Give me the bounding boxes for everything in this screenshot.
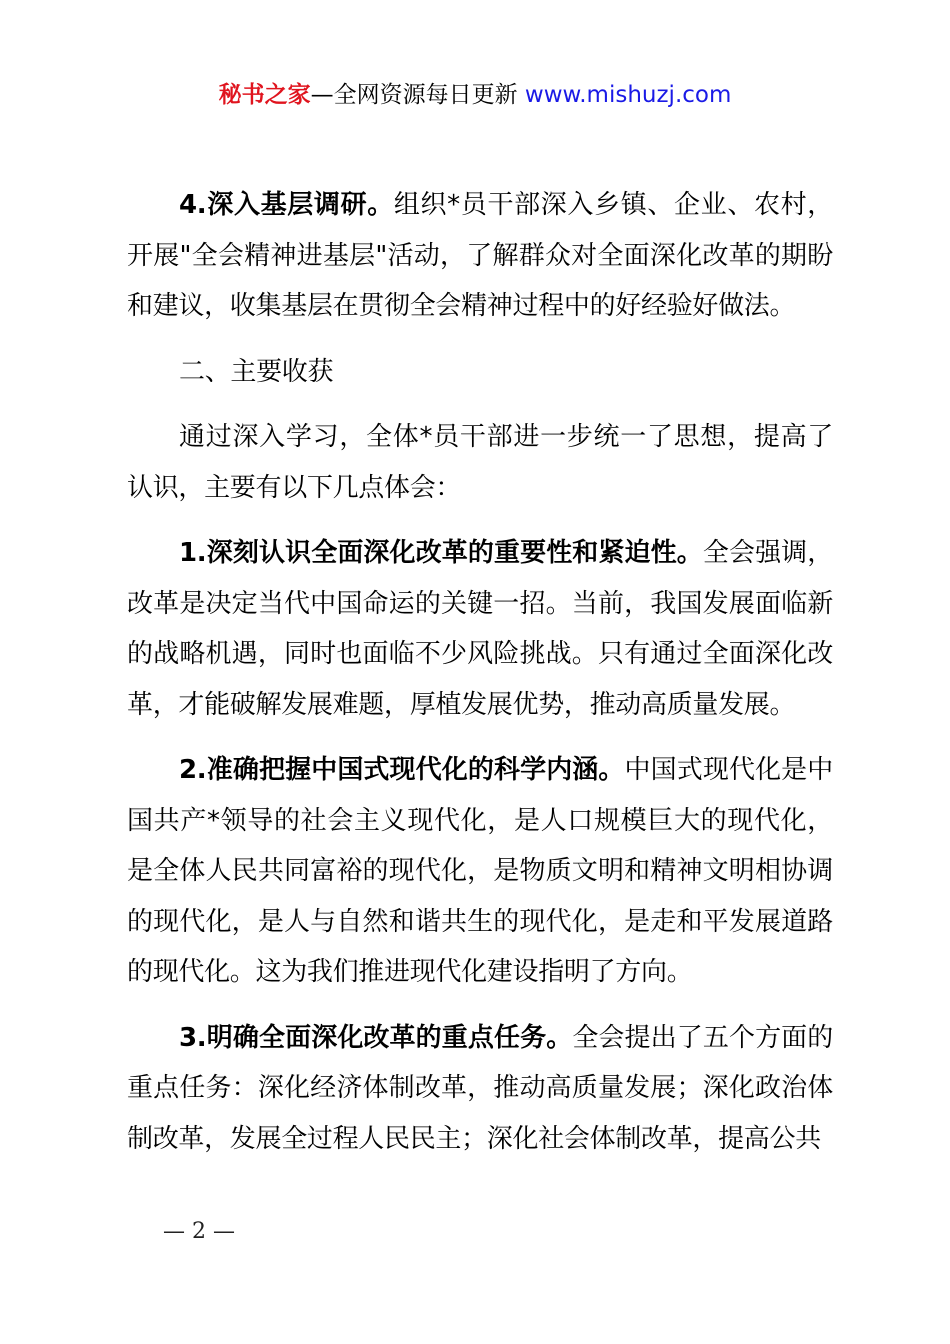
site-brand: 秘书之家 <box>218 82 311 108</box>
site-banner <box>0 78 950 112</box>
section-heading-text: 二、主要收获 <box>179 356 334 387</box>
paragraph-point-3 <box>127 1013 833 1165</box>
paragraph-point-1 <box>127 528 833 730</box>
paragraph-lead: 2.准确把握中国式现代化的科学内涵。 <box>179 755 625 785</box>
paragraph-text: 中国式现代化是中国共产*领导的社会主义现代化，是人口规模巨大的现代化，是全体人民共同富裕的现代化，是物质文明和精神文明相协调的现代化，是人与自然和谐共生的现代化，是走和平发展道路的现代化。这为我们推进现代化建设指明了方向。 <box>127 755 833 987</box>
paragraph-field-research <box>127 180 833 332</box>
site-tagline: —全网资源每日更新 <box>310 82 525 108</box>
paragraph-point-2 <box>127 745 833 998</box>
paragraph-lead: 1.深刻认识全面深化改革的重要性和紧迫性。 <box>179 538 703 568</box>
paragraph-lead: 4.深入基层调研。 <box>179 190 394 220</box>
paragraph-lead: 3.明确全面深化改革的重点任务。 <box>179 1022 573 1053</box>
document-body <box>127 180 833 1164</box>
paragraph-text: 通过深入学习，全体*员干部进一步统一了思想，提高了认识，主要有以下几点体会： <box>127 422 833 503</box>
paragraph-text: 组织*员干部深入乡镇、企业、农村，开展"全会精神进基层"活动，了解群众对全面深化改革的期盼和建议，收集基层在贯彻全会精神过程中的好经验好做法。 <box>127 190 833 321</box>
page-number: — 2 — <box>163 1219 235 1244</box>
paragraph-text: 全会强调，改革是决定当代中国命运的关键一招。当前，我国发展面临新的战略机遇，同时也面临不少风险挑战。只有通过全面深化改革，才能破解发展难题，厚植发展优势，推动高质量发展。 <box>127 538 833 720</box>
paragraph-text: 全会提出了五个方面的重点任务：深化经济体制改革，推动高质量发展；深化政治体制改革，发展全过程人民民主；深化社会体制改革，提高公共 <box>127 1022 833 1154</box>
paragraph-intro <box>127 412 833 513</box>
site-url: www.mishuzj.com <box>524 82 732 108</box>
section-heading-main-gains <box>127 347 833 398</box>
